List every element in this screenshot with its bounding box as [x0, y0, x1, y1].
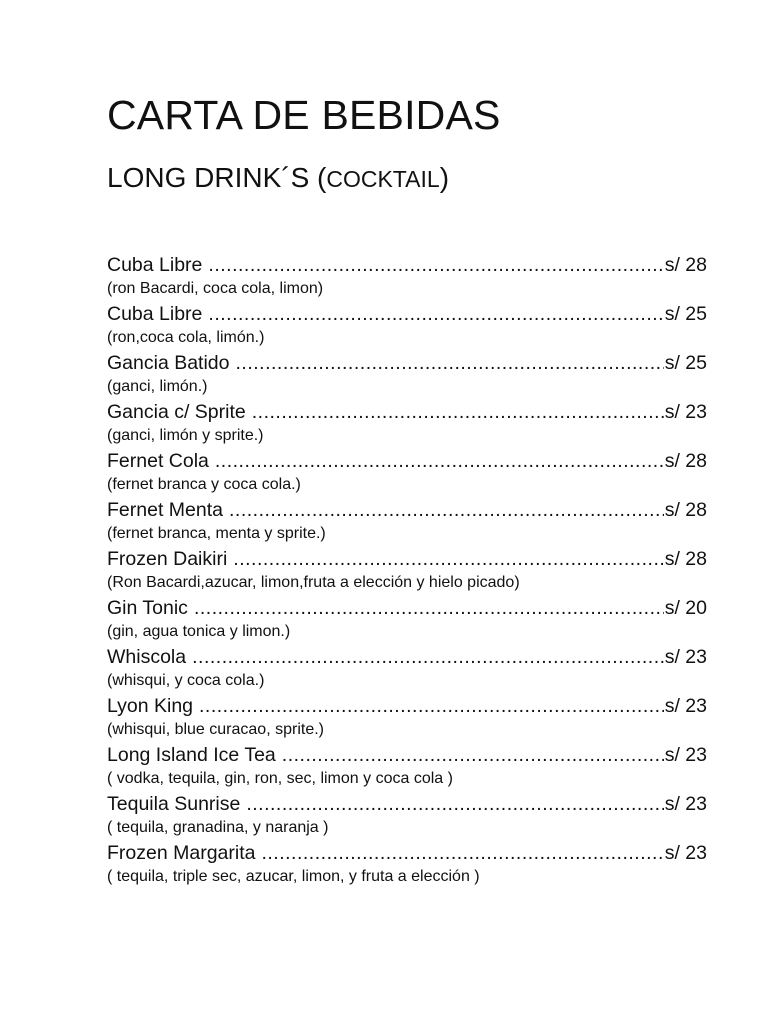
drink-name: Long Island Ice Tea	[107, 744, 276, 766]
drink-line	[107, 301, 707, 327]
drink-line	[107, 791, 707, 817]
drink-line	[107, 644, 707, 670]
drink-name: Frozen Daikiri	[107, 548, 228, 570]
dot-leader	[229, 497, 664, 523]
drink-description: ( tequila, granadina, y naranja )	[107, 819, 329, 836]
drink-price: s/ 28	[664, 450, 707, 472]
dot-leader	[252, 399, 664, 425]
drink-item	[107, 399, 707, 448]
section-subtitle	[107, 162, 449, 194]
drink-list	[107, 252, 707, 889]
drink-line	[107, 399, 707, 425]
drink-name: Whiscola	[107, 646, 187, 668]
drink-price: s/ 23	[664, 793, 707, 815]
subtitle-main: LONG DRINK´S	[107, 162, 318, 193]
drink-item	[107, 742, 707, 791]
drink-item	[107, 497, 707, 546]
drink-item	[107, 693, 707, 742]
dot-leader	[233, 546, 663, 572]
drink-item	[107, 448, 707, 497]
drink-price: s/ 25	[664, 303, 707, 325]
drink-name: Fernet Cola	[107, 450, 209, 472]
drink-name: Frozen Margarita	[107, 842, 256, 864]
drink-price: s/ 23	[664, 842, 707, 864]
drink-description: ( tequila, triple sec, azucar, limon, y fruta a elección )	[107, 868, 480, 885]
drink-description: (fernet branca, menta y sprite.)	[107, 525, 326, 542]
drink-description: (ganci, limón y sprite.)	[107, 427, 264, 444]
drink-description: (ganci, limón.)	[107, 378, 208, 395]
drink-price: s/ 28	[664, 254, 707, 276]
drink-line	[107, 252, 707, 278]
drink-line	[107, 350, 707, 376]
drink-name: Gancia c/ Sprite	[107, 401, 246, 423]
drink-line	[107, 497, 707, 523]
drink-price: s/ 23	[664, 695, 707, 717]
drink-price: s/ 23	[664, 646, 707, 668]
drink-name: Fernet Menta	[107, 499, 223, 521]
dot-leader	[208, 301, 663, 327]
drink-price: s/ 23	[664, 744, 707, 766]
dot-leader	[246, 791, 663, 817]
drink-description: (whisqui, blue curacao, sprite.)	[107, 721, 324, 738]
drink-name: Tequila Sunrise	[107, 793, 241, 815]
drink-price: s/ 20	[664, 597, 707, 619]
drink-line	[107, 840, 707, 866]
drink-description: (whisqui, y coca cola.)	[107, 672, 265, 689]
drink-item	[107, 252, 707, 301]
dot-leader	[199, 693, 664, 719]
drink-description: (ron,coca cola, limón.)	[107, 329, 265, 346]
drink-line	[107, 546, 707, 572]
drink-description: ( vodka, tequila, gin, ron, sec, limon y coca cola )	[107, 770, 453, 787]
drink-line	[107, 693, 707, 719]
drink-name: Lyon King	[107, 695, 194, 717]
dot-leader	[194, 595, 664, 621]
dot-leader	[236, 350, 664, 376]
drink-item	[107, 595, 707, 644]
drink-item	[107, 301, 707, 350]
drink-line	[107, 448, 707, 474]
drink-item	[107, 840, 707, 889]
drink-item	[107, 350, 707, 399]
dot-leader	[208, 252, 663, 278]
drink-line	[107, 742, 707, 768]
drink-description: (fernet branca y coca cola.)	[107, 476, 301, 493]
drink-description: (gin, agua tonica y limon.)	[107, 623, 291, 640]
dot-leader	[282, 742, 664, 768]
drink-item	[107, 546, 707, 595]
drink-name: Gin Tonic	[107, 597, 188, 619]
drink-item	[107, 791, 707, 840]
drink-line	[107, 595, 707, 621]
drink-price: s/ 28	[664, 499, 707, 521]
drink-name: Cuba Libre	[107, 254, 203, 276]
drink-price: s/ 25	[664, 352, 707, 374]
subtitle-open-paren: (	[317, 162, 327, 193]
dot-leader	[261, 840, 663, 866]
drink-name: Cuba Libre	[107, 303, 203, 325]
dot-leader	[192, 644, 664, 670]
page-title: CARTA DE BEBIDAS	[107, 92, 501, 138]
subtitle-cocktail: COCKTAIL	[326, 166, 440, 192]
drink-price: s/ 23	[664, 401, 707, 423]
dot-leader	[215, 448, 664, 474]
drink-description: (ron Bacardi, coca cola, limon)	[107, 280, 324, 297]
drink-item	[107, 644, 707, 693]
drink-name: Gancia Batido	[107, 352, 230, 374]
drink-description: (Ron Bacardi,azucar, limon,fruta a elección y hielo picado)	[107, 574, 520, 591]
drink-price: s/ 28	[664, 548, 707, 570]
subtitle-close-paren: )	[439, 162, 450, 193]
